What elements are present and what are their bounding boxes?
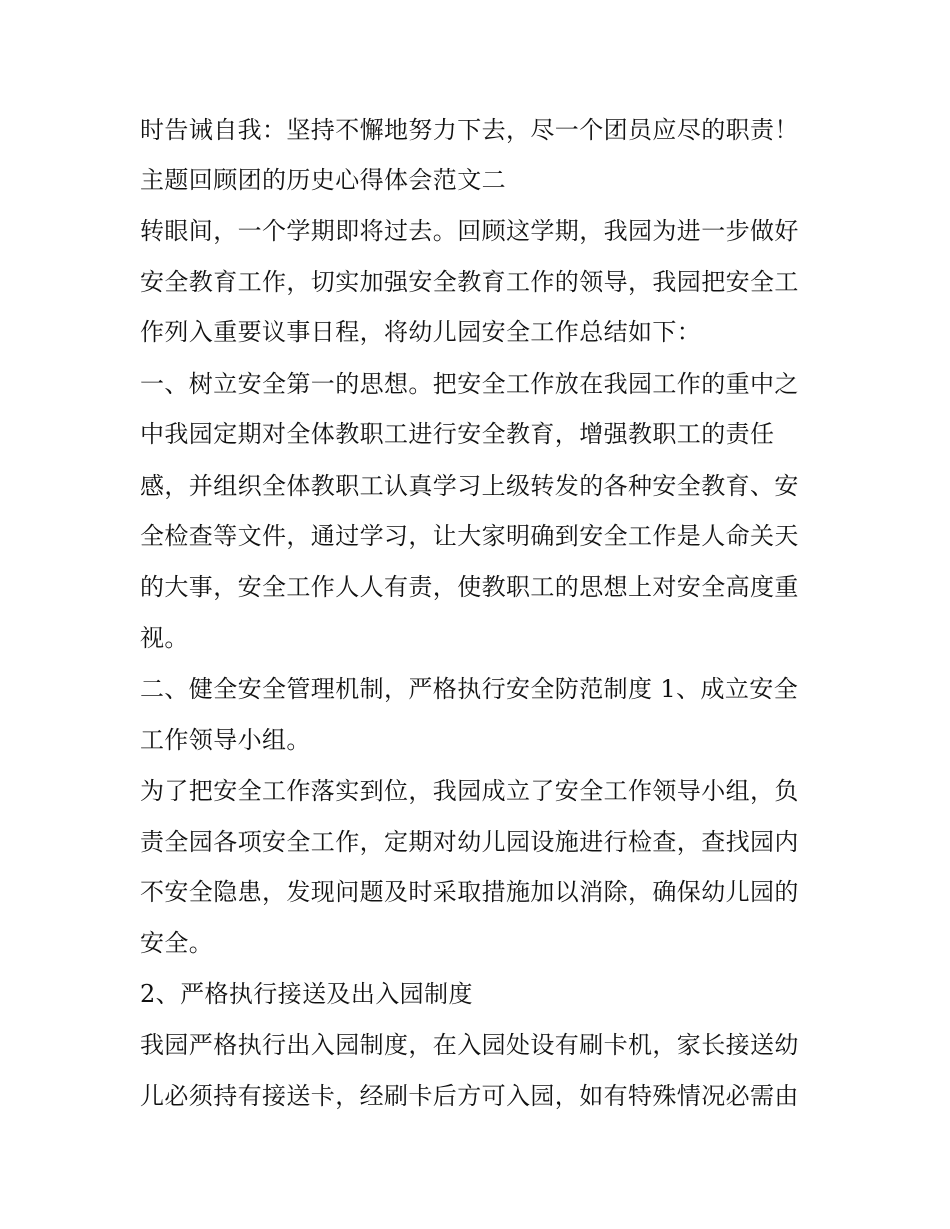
text-line: 全检查等文件，通过学习，让大家明确到安全工作是人命关天 (140, 522, 799, 550)
section-heading: 主题回顾团的历史心得体会范文二 (140, 166, 506, 194)
text-line: 感，并组织全体教职工认真学习上级转发的各种安全教育、安 (140, 472, 799, 500)
text-line: 不安全隐患，发现问题及时采取措施加以消除，确保幼儿园的 (140, 878, 799, 906)
text-line: 安全教育工作，切实加强安全教育工作的领导，我园把安全工 (140, 268, 799, 296)
text-line: 工作领导小组。 (140, 726, 311, 754)
text-line: 作列入重要议事日程，将幼儿园安全工作总结如下： (140, 318, 702, 346)
text-line: 中我园定期对全体教职工进行安全教育，增强教职工的责任 (140, 420, 775, 448)
text-line: 2、严格执行接送及出入园制度 (140, 980, 473, 1008)
text-line: 二、健全安全管理机制，严格执行安全防范制度 1、成立安全 (140, 675, 799, 703)
text-line: 转眼间，一个学期即将过去。回顾这学期，我园为进一步做好 (140, 217, 799, 245)
text-line: 责全园各项安全工作，定期对幼儿园设施进行检查，查找园内 (140, 828, 799, 856)
text-line: 安全。 (140, 929, 214, 957)
text-line: 为了把安全工作落实到位，我园成立了安全工作领导小组，负 (140, 777, 799, 805)
text-line: 视。 (140, 624, 189, 652)
text-line: 时告诫自我：坚持不懈地努力下去，尽一个团员应尽的职责！ (140, 116, 799, 144)
text-line: 的大事，安全工作人人有责，使教职工的思想上对安全高度重 (140, 573, 799, 601)
text-line: 一、树立安全第一的思想。把安全工作放在我园工作的重中之 (140, 370, 799, 398)
text-line: 我园严格执行出入园制度，在入园处设有刷卡机，家长接送幼 (140, 1031, 799, 1059)
text-line: 儿必须持有接送卡，经刷卡后方可入园，如有特殊情况必需由 (140, 1082, 799, 1110)
